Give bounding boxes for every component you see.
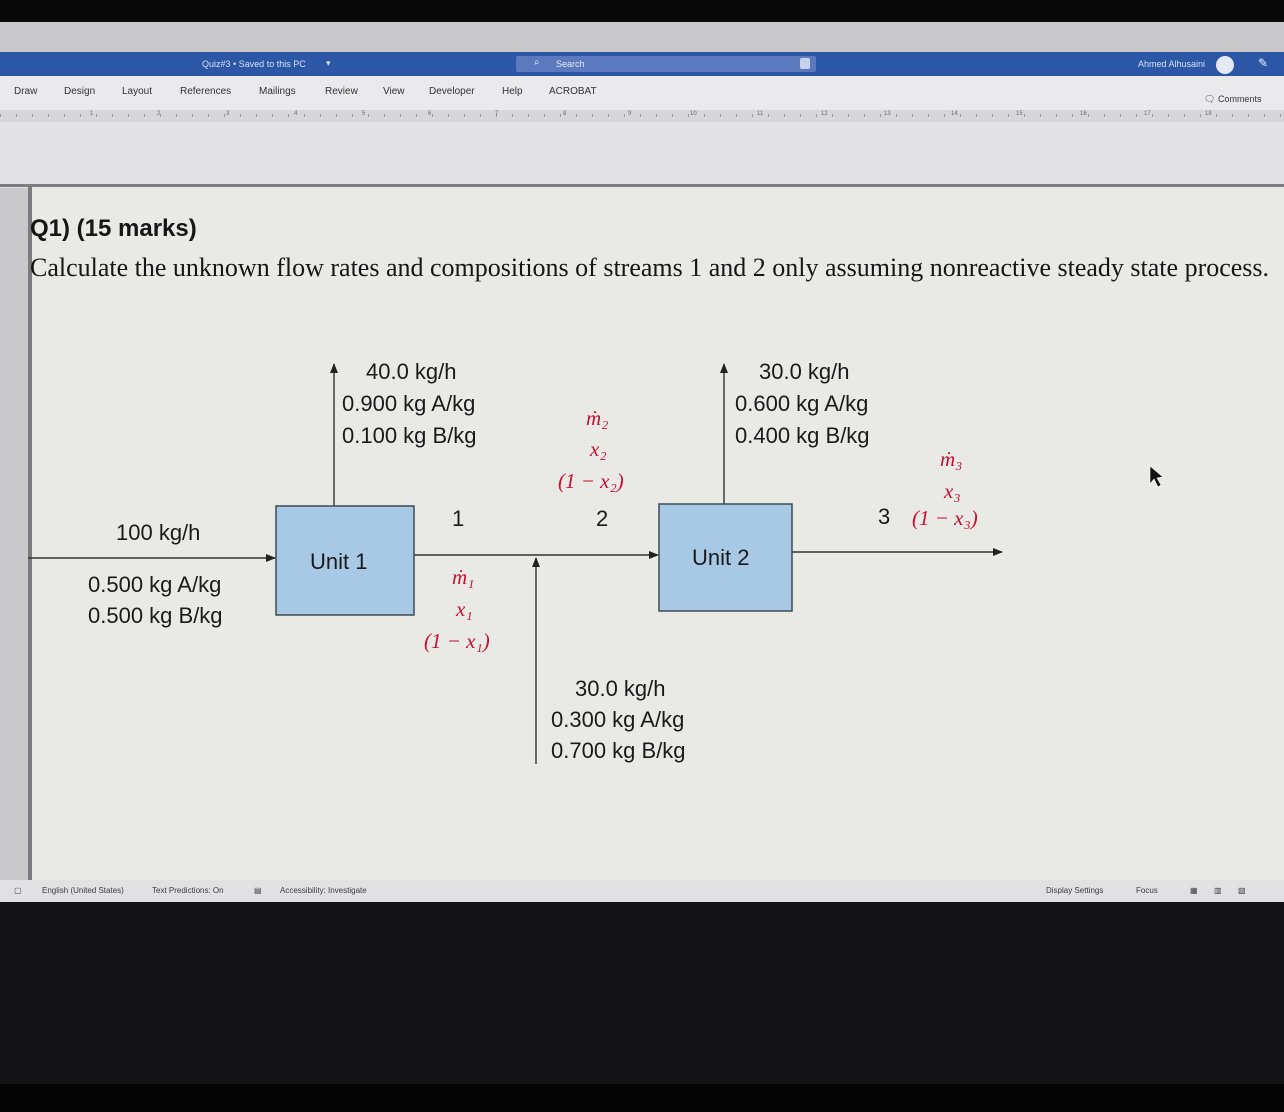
page-icon[interactable]: ▢ [14,886,22,895]
display-settings-button[interactable]: Display Settings [1046,886,1104,895]
stream-1-fraction-variable: x₁ [456,597,473,621]
document-title[interactable]: Quiz#3 • Saved to this PC [202,59,306,69]
stream-1-complement-variable: (1 − x₁) [424,629,490,653]
tab-review[interactable]: Review [325,86,358,97]
mouse-cursor-icon [1150,466,1163,487]
desk-edge [0,1084,1284,1112]
tab-layout[interactable]: Layout [122,86,153,97]
ruler-number: 2 [157,111,161,117]
feed-rate: 100 kg/h [116,520,201,545]
stream-2-number: 2 [596,506,609,531]
pen-icon[interactable]: ✎ [1258,56,1269,70]
screen [0,22,1284,902]
monitor-bezel-bottom [0,902,1284,1112]
side-rate: 30.0 kg/h [575,676,666,701]
ruler-number: 17 [1144,111,1151,117]
ruler-number: 8 [563,111,567,117]
monitor-bezel-top [0,0,1284,22]
feed-fraction-b: 0.500 kg B/kg [88,603,223,628]
ruler-number: 1 [90,111,94,117]
accessibility-status[interactable]: Accessibility: Investigate [280,886,367,895]
top1-fraction-a: 0.900 kg A/kg [342,391,476,416]
top1-fraction-b: 0.100 kg B/kg [342,423,477,448]
stream-2-flow-variable: ṁ₂ [586,406,609,430]
ruler-number: 3 [226,111,230,117]
focus-button[interactable]: Focus [1136,886,1158,895]
print-layout-icon[interactable]: ▦ [1190,886,1198,895]
stream-1-flow-variable: ṁ₁ [452,565,475,589]
stream-3-flow-variable: ṁ₃ [940,447,963,471]
tab-mailings[interactable]: Mailings [259,86,296,97]
top2-fraction-a: 0.600 kg A/kg [735,391,869,416]
web-layout-icon[interactable]: ▥ [1214,886,1222,895]
search-input[interactable]: Search [556,59,585,69]
comments-label: Comments [1217,94,1262,104]
question-text: Calculate the unknown flow rates and compositions of streams 1 and 2 only assuming nonreactive steady state process. [30,253,1270,282]
ruler-number: 5 [362,111,366,117]
language-status[interactable]: English (United States) [42,886,124,895]
stream-3-complement-variable: (1 − x₃) [912,506,978,530]
tab-references[interactable]: References [180,86,232,97]
process-flow-diagram [0,22,1284,902]
stream-3-number: 3 [878,504,891,529]
ruler-number: 4 [294,111,298,117]
text-predictions-status[interactable]: Text Predictions: On [152,886,224,895]
stream-1-number: 1 [452,506,465,531]
top2-rate: 30.0 kg/h [759,359,850,384]
status-bar [0,880,1284,902]
tab-view[interactable]: View [383,86,405,97]
unit-2-label: Unit 2 [692,545,750,570]
tab-draw[interactable]: Draw [14,86,38,97]
tab-design[interactable]: Design [64,86,96,97]
ruler-number: 12 [821,111,828,117]
user-name[interactable]: Ahmed Alhusaini [1138,59,1206,69]
ruler-number: 13 [884,111,891,117]
ruler-number: 9 [628,111,632,117]
question-title: Q1) (15 marks) [30,215,197,242]
ruler-number: 16 [1080,111,1087,117]
ruler-number: 6 [428,111,432,117]
ruler-number: 15 [1016,111,1023,117]
chevron-down-icon[interactable]: ▾ [326,58,331,68]
side-fraction-a: 0.300 kg A/kg [551,707,685,732]
ruler-number: 10 [690,111,697,117]
tab-help[interactable]: Help [502,86,523,97]
tab-acrobat[interactable]: ACROBAT [549,86,597,97]
stream-2-complement-variable: (1 − x₂) [558,469,624,493]
top1-rate: 40.0 kg/h [366,359,457,384]
ruler-number: 14 [951,111,958,117]
side-fraction-b: 0.700 kg B/kg [551,738,686,763]
ruler-number: 18 [1205,111,1212,117]
ruler-number: 11 [757,111,764,117]
search-icon: ⌕ [534,57,540,68]
read-mode-icon[interactable]: ▧ [1238,886,1246,895]
comments-button[interactable]: 🗨 Comments [1204,94,1262,104]
top2-fraction-b: 0.400 kg B/kg [735,423,870,448]
tab-developer[interactable]: Developer [429,86,475,97]
unit-1-label: Unit 1 [310,549,368,574]
focus-mode-icon[interactable]: ▤ [254,886,262,895]
stream-2-fraction-variable: x₂ [590,437,607,461]
ruler-number: 7 [495,111,499,117]
stream-3-fraction-variable: x₃ [944,479,961,503]
feed-fraction-a: 0.500 kg A/kg [88,572,222,597]
